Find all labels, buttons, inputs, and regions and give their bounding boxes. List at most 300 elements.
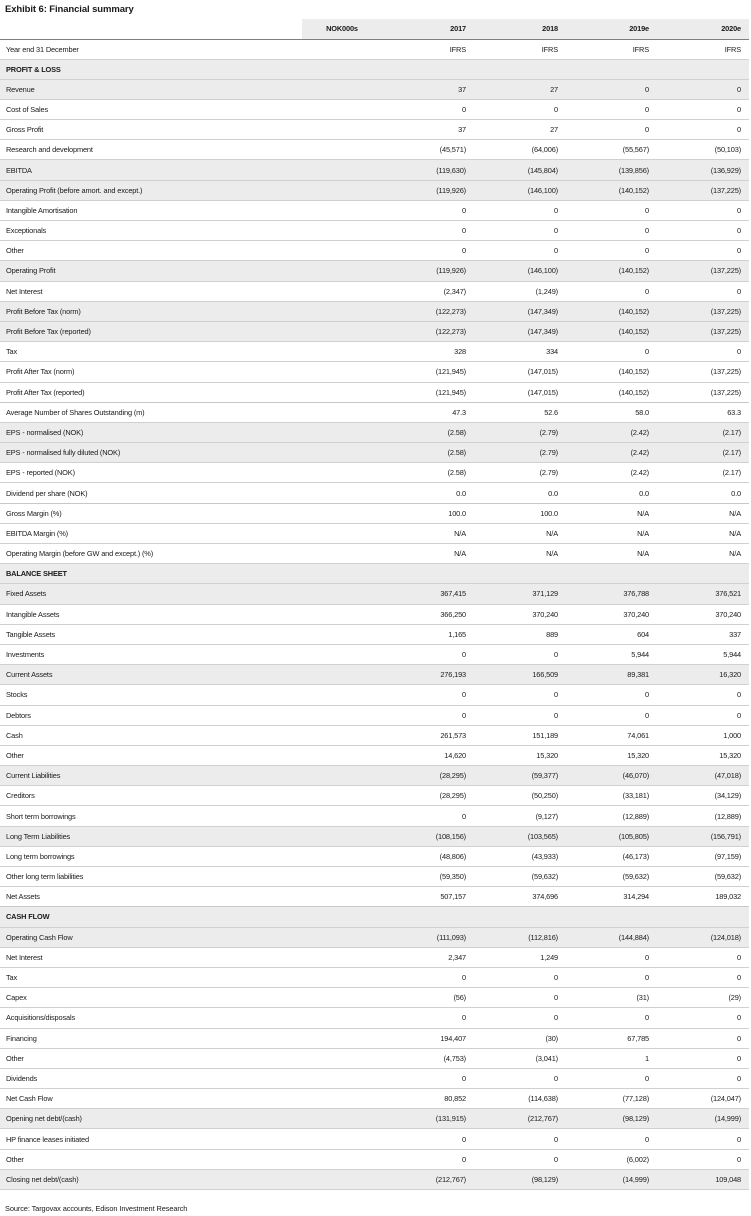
row-value: (47,018) <box>657 766 749 786</box>
row-label: Investments <box>6 650 45 660</box>
row-value: (28,295) <box>439 791 466 801</box>
row-label: Other <box>6 1154 24 1164</box>
empty-cell <box>302 422 382 442</box>
row-value: 0 <box>462 205 466 215</box>
row-value: (46,070) <box>566 766 657 786</box>
row-value: (1,249) <box>535 286 558 296</box>
row-value: (12,889) <box>622 811 649 821</box>
row-value: (97,159) <box>714 851 741 861</box>
row-value: 0 <box>737 1013 741 1023</box>
empty-cell <box>302 947 382 967</box>
row-value: (140,152) <box>566 321 657 341</box>
row-value: 0 <box>462 1154 466 1164</box>
row-value: 1,165 <box>448 629 466 639</box>
row-value: (147,349) <box>474 321 566 341</box>
row-label: Other long term liabilities <box>6 872 84 882</box>
table-row <box>0 443 749 463</box>
row-value: (122,273) <box>382 321 474 341</box>
row-value: 0 <box>645 952 649 962</box>
row-value: 0 <box>657 79 749 99</box>
row-value: (139,856) <box>566 160 657 180</box>
row-value: 0.0 <box>456 488 466 498</box>
row-value: (147,015) <box>527 367 558 377</box>
empty-cell <box>302 685 382 705</box>
year-header-2020e: 2020e <box>657 19 749 39</box>
table-row <box>0 988 749 1008</box>
unit-header: NOK000s <box>302 19 382 39</box>
table-row <box>0 887 749 907</box>
row-value: 0.0 <box>548 488 558 498</box>
row-value: (98,129) <box>566 1109 657 1129</box>
table-row <box>0 947 749 967</box>
table-row <box>0 766 749 786</box>
row-label: Operating Profit <box>0 261 302 281</box>
table-row <box>0 705 749 725</box>
row-value: 0 <box>554 690 558 700</box>
section-header-row <box>0 59 749 79</box>
row-label: Net Interest <box>6 952 43 962</box>
row-value: 151,189 <box>532 730 558 740</box>
row-value: (119,926) <box>382 180 474 200</box>
row-value: 0 <box>554 973 558 983</box>
table-row <box>0 624 749 644</box>
row-value: (140,152) <box>618 387 649 397</box>
row-value: 109,048 <box>657 1169 749 1189</box>
empty-cell <box>302 604 382 624</box>
table-row <box>0 786 749 806</box>
table-row <box>0 200 749 220</box>
row-label: Operating Cash Flow <box>0 927 302 947</box>
row-value: N/A <box>637 528 649 538</box>
empty-cell <box>302 584 382 604</box>
row-value: (45,571) <box>439 145 466 155</box>
empty-cell <box>302 503 382 523</box>
row-value: 370,240 <box>532 609 558 619</box>
table-row <box>0 806 749 826</box>
row-value: (77,128) <box>622 1094 649 1104</box>
row-value: (34,129) <box>714 791 741 801</box>
row-value: (2.58) <box>382 443 474 463</box>
row-value: N/A <box>546 549 558 559</box>
section-title: CASH FLOW <box>0 907 749 927</box>
empty-cell <box>302 826 382 846</box>
table-row <box>0 1149 749 1169</box>
row-value: 0.0 <box>639 488 649 498</box>
row-value: (2.58) <box>447 468 466 478</box>
row-value: 376,788 <box>566 584 657 604</box>
row-value: 27 <box>474 79 566 99</box>
row-value: (14,999) <box>566 1169 657 1189</box>
row-value: (12,889) <box>714 811 741 821</box>
empty-cell <box>302 281 382 301</box>
row-value: (2.79) <box>474 422 566 442</box>
row-value: (147,349) <box>474 301 566 321</box>
table-row <box>0 99 749 119</box>
table-row <box>0 160 749 180</box>
row-value: 0 <box>737 710 741 720</box>
row-label: Fixed Assets <box>0 584 302 604</box>
row-value: 5,944 <box>631 650 649 660</box>
row-value: 371,129 <box>474 584 566 604</box>
row-value: 0 <box>737 286 741 296</box>
table-row <box>0 1008 749 1028</box>
row-label: Average Number of Shares Outstanding (m) <box>0 402 302 422</box>
row-value: 0 <box>737 226 741 236</box>
empty-cell <box>302 261 382 281</box>
row-label: Creditors <box>6 791 35 801</box>
row-value: (146,100) <box>474 180 566 200</box>
row-value: 366,250 <box>440 609 466 619</box>
row-value: 0 <box>737 1154 741 1164</box>
row-value: 0 <box>737 246 741 256</box>
row-value: (2.17) <box>657 422 749 442</box>
row-value: 15,320 <box>536 750 558 760</box>
row-label: Year end 31 December <box>6 44 79 54</box>
row-value: (59,632) <box>531 872 558 882</box>
row-value: 0 <box>554 104 558 114</box>
table-row <box>0 665 749 685</box>
row-value: N/A <box>454 528 466 538</box>
empty-cell <box>302 382 382 402</box>
section-title: PROFIT & LOSS <box>0 59 749 79</box>
row-value: IFRS <box>449 44 466 54</box>
table-row <box>0 967 749 987</box>
row-label: Cash <box>6 730 23 740</box>
row-value: (6,002) <box>626 1154 649 1164</box>
row-value: 52.6 <box>474 402 566 422</box>
row-value: 0 <box>554 1154 558 1164</box>
empty-cell <box>302 301 382 321</box>
row-value: (212,767) <box>382 1169 474 1189</box>
row-label: Tangible Assets <box>6 629 56 639</box>
table-row <box>0 180 749 200</box>
row-label: Tax <box>6 973 18 983</box>
financial-summary-table <box>0 19 749 1190</box>
row-value: 0.0 <box>731 488 741 498</box>
row-value: 0 <box>645 286 649 296</box>
row-value: (2.42) <box>566 443 657 463</box>
table-row <box>0 362 749 382</box>
row-value: (122,273) <box>382 301 474 321</box>
empty-cell <box>302 362 382 382</box>
table-row <box>0 301 749 321</box>
row-label: Financing <box>6 1033 37 1043</box>
row-value: (140,152) <box>566 301 657 321</box>
row-value: (2.79) <box>539 468 558 478</box>
row-value: 0 <box>554 205 558 215</box>
row-value: 5,944 <box>723 650 741 660</box>
empty-cell <box>302 887 382 907</box>
row-label: Revenue <box>0 79 302 99</box>
table-row <box>0 1169 749 1189</box>
table-row <box>0 321 749 341</box>
row-value: (2.42) <box>566 422 657 442</box>
row-value: 0 <box>645 347 649 357</box>
table-row <box>0 867 749 887</box>
row-value: 0 <box>462 226 466 236</box>
row-value: (59,632) <box>714 872 741 882</box>
row-value: (112,816) <box>474 927 566 947</box>
row-label: Long term borrowings <box>6 851 75 861</box>
row-value: (64,006) <box>531 145 558 155</box>
source-note: Source: Targovax accounts, Edison Investment Research <box>5 1204 188 1213</box>
empty-cell <box>302 1048 382 1068</box>
row-value: N/A <box>729 549 741 559</box>
row-value: (136,929) <box>657 160 749 180</box>
empty-cell <box>302 39 382 59</box>
exhibit-title: Exhibit 6: Financial summary <box>5 4 134 15</box>
row-value: (144,884) <box>566 927 657 947</box>
row-label: Research and development <box>6 145 93 155</box>
row-value: 74,061 <box>627 730 649 740</box>
table-row <box>0 79 749 99</box>
table-row <box>0 1109 749 1129</box>
row-value: 27 <box>550 125 558 135</box>
row-value: (114,638) <box>528 1094 558 1104</box>
row-value: 0 <box>737 104 741 114</box>
row-value: 47.3 <box>382 402 474 422</box>
row-value: (137,225) <box>710 387 741 397</box>
row-value: (145,804) <box>474 160 566 180</box>
empty-cell <box>302 79 382 99</box>
row-label: Operating Profit (before amort. and except.) <box>0 180 302 200</box>
row-value: (43,933) <box>531 851 558 861</box>
row-value: 0 <box>554 1134 558 1144</box>
row-value: (212,767) <box>474 1109 566 1129</box>
row-value: 0 <box>554 1073 558 1083</box>
row-value: (121,945) <box>435 387 466 397</box>
section-header-row <box>0 907 749 927</box>
row-label: Gross Margin (%) <box>0 503 302 523</box>
row-label: EPS - reported (NOK) <box>6 468 75 478</box>
row-value: 15,320 <box>719 750 741 760</box>
row-value: (146,100) <box>474 261 566 281</box>
row-value: 261,573 <box>440 730 466 740</box>
row-value: (31) <box>636 993 649 1003</box>
row-value: 337 <box>729 629 741 639</box>
row-label: Current Liabilities <box>0 766 302 786</box>
table-row <box>0 503 749 523</box>
row-label: Operating Margin (before GW and except.) (%) <box>6 549 154 559</box>
table-header-row <box>0 19 749 39</box>
row-value: (30) <box>545 1033 558 1043</box>
row-value: (59,632) <box>622 872 649 882</box>
row-value: 0 <box>566 79 657 99</box>
section-title: BALANCE SHEET <box>0 564 749 584</box>
table-row <box>0 644 749 664</box>
row-value: (140,152) <box>566 261 657 281</box>
row-value: 0 <box>645 125 649 135</box>
row-label: Dividends <box>6 1073 38 1083</box>
row-value: 334 <box>546 347 558 357</box>
empty-cell <box>302 523 382 543</box>
row-label: Opening net debt/(cash) <box>0 1109 302 1129</box>
row-label: Current Assets <box>0 665 302 685</box>
row-label: Net Cash Flow <box>6 1094 53 1104</box>
row-value: (2.79) <box>474 443 566 463</box>
row-value: 0 <box>462 811 466 821</box>
row-value: IFRS <box>724 44 741 54</box>
empty-cell <box>302 200 382 220</box>
empty-cell <box>302 665 382 685</box>
row-value: 15,320 <box>627 750 649 760</box>
row-value: (4,753) <box>443 1053 466 1063</box>
row-value: (137,225) <box>657 301 749 321</box>
row-value: 189,032 <box>715 892 741 902</box>
row-value: 0 <box>737 1053 741 1063</box>
row-value: (111,093) <box>382 927 474 947</box>
row-label: Other <box>6 750 24 760</box>
row-value: IFRS <box>541 44 558 54</box>
empty-cell <box>302 927 382 947</box>
table-row <box>0 241 749 261</box>
row-value: 0 <box>554 650 558 660</box>
row-value: 0 <box>462 690 466 700</box>
row-value: 0 <box>645 1134 649 1144</box>
row-value: 0 <box>737 952 741 962</box>
row-label: EBITDA Margin (%) <box>6 528 68 538</box>
row-value: 370,240 <box>715 609 741 619</box>
row-value: N/A <box>637 549 649 559</box>
row-label: Profit After Tax (norm) <box>6 367 75 377</box>
row-value: 37 <box>382 79 474 99</box>
row-value: (56) <box>453 993 466 1003</box>
row-value: 16,320 <box>657 665 749 685</box>
empty-cell <box>302 644 382 664</box>
empty-cell <box>302 321 382 341</box>
empty-cell <box>302 140 382 160</box>
row-label: Profit After Tax (reported) <box>6 387 85 397</box>
empty-cell <box>302 745 382 765</box>
row-label: Debtors <box>6 710 31 720</box>
empty-cell <box>302 967 382 987</box>
table-row <box>0 604 749 624</box>
empty-cell <box>302 867 382 887</box>
row-label: Net Assets <box>6 892 40 902</box>
row-label: Gross Profit <box>6 125 44 135</box>
row-label: Closing net debt/(cash) <box>0 1169 302 1189</box>
row-value: 0 <box>462 650 466 660</box>
table-row <box>0 1129 749 1149</box>
row-value: (2,347) <box>443 286 466 296</box>
row-value: (46,173) <box>622 851 649 861</box>
row-value: (137,225) <box>657 321 749 341</box>
empty-cell <box>302 1109 382 1129</box>
empty-cell <box>302 705 382 725</box>
row-value: 1 <box>645 1053 649 1063</box>
row-label: Stocks <box>6 690 28 700</box>
year-header-2018: 2018 <box>474 19 566 39</box>
row-value: 0 <box>645 226 649 236</box>
row-value: (156,791) <box>657 826 749 846</box>
row-value: 14,620 <box>444 750 466 760</box>
row-value: 58.0 <box>566 402 657 422</box>
empty-cell <box>302 160 382 180</box>
row-value: N/A <box>546 528 558 538</box>
row-value: (55,567) <box>622 145 649 155</box>
row-value: 0 <box>737 205 741 215</box>
row-value: 314,294 <box>623 892 649 902</box>
table-row <box>0 1028 749 1048</box>
section-header-row <box>0 564 749 584</box>
row-value: 0 <box>554 993 558 1003</box>
row-value: 0 <box>462 973 466 983</box>
row-value: (2.17) <box>722 468 741 478</box>
empty-cell <box>302 806 382 826</box>
empty-cell <box>302 988 382 1008</box>
row-label: Other <box>6 1053 24 1063</box>
table-row <box>0 544 749 564</box>
table-row <box>0 584 749 604</box>
header-blank-cell <box>0 19 302 39</box>
table-row <box>0 745 749 765</box>
row-value: 67,785 <box>627 1033 649 1043</box>
row-value: (137,225) <box>710 367 741 377</box>
table-row <box>0 342 749 362</box>
row-value: (105,805) <box>566 826 657 846</box>
table-row <box>0 463 749 483</box>
row-value: 0 <box>737 347 741 357</box>
table-row <box>0 1048 749 1068</box>
row-value: (50,103) <box>714 145 741 155</box>
table-row <box>0 422 749 442</box>
row-label: EPS - normalised fully diluted (NOK) <box>0 443 302 463</box>
row-value: 0 <box>462 1134 466 1144</box>
row-value: (137,225) <box>657 261 749 281</box>
table-row <box>0 402 749 422</box>
row-value: 507,157 <box>440 892 466 902</box>
row-value: (9,127) <box>535 811 558 821</box>
empty-cell <box>302 1149 382 1169</box>
row-value: 2,347 <box>448 952 466 962</box>
row-value: 1,249 <box>540 952 558 962</box>
table-row <box>0 725 749 745</box>
table-row <box>0 281 749 301</box>
row-value: 0 <box>645 690 649 700</box>
empty-cell <box>302 221 382 241</box>
row-label: Other <box>6 246 24 256</box>
row-value: 889 <box>546 629 558 639</box>
row-value: 37 <box>458 125 466 135</box>
row-value: (48,806) <box>439 851 466 861</box>
row-label: Profit Before Tax (norm) <box>0 301 302 321</box>
empty-cell <box>302 846 382 866</box>
row-value: 0 <box>737 125 741 135</box>
row-value: (28,295) <box>382 766 474 786</box>
row-value: (2.17) <box>657 443 749 463</box>
row-value: 0 <box>554 710 558 720</box>
row-value: N/A <box>454 549 466 559</box>
empty-cell <box>302 180 382 200</box>
row-value: 0 <box>645 1013 649 1023</box>
table-row <box>0 1089 749 1109</box>
row-value: (3,041) <box>535 1053 558 1063</box>
row-value: (119,926) <box>382 261 474 281</box>
empty-cell <box>302 342 382 362</box>
row-value: 80,852 <box>444 1094 466 1104</box>
row-label: Exceptionals <box>6 226 47 236</box>
row-value: (98,129) <box>474 1169 566 1189</box>
row-label: Long Term Liabilities <box>0 826 302 846</box>
row-value: (33,181) <box>622 791 649 801</box>
row-value: 0 <box>554 1013 558 1023</box>
row-value: (103,565) <box>474 826 566 846</box>
empty-cell <box>302 725 382 745</box>
row-value: 0 <box>645 104 649 114</box>
row-label: Dividend per share (NOK) <box>6 488 88 498</box>
row-label: EPS - normalised (NOK) <box>0 422 302 442</box>
row-value: N/A <box>566 503 657 523</box>
